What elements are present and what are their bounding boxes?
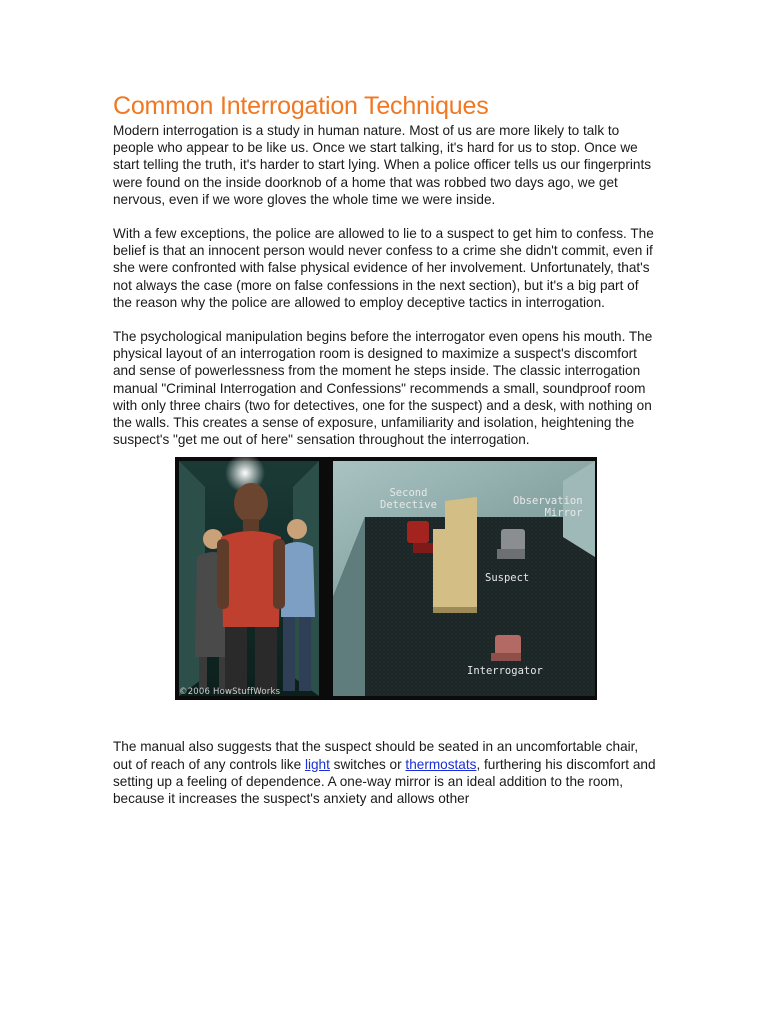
label-second-detective: Second Detective bbox=[380, 487, 437, 512]
light-link[interactable]: light bbox=[304, 756, 330, 772]
thermostats-link[interactable]: thermostats bbox=[405, 756, 477, 772]
paragraph-4-text-c: , furthering his discomfort and setting up a feeling of dependence. A one-way mirror is an ideal addition to the room, because it increases the suspect's anxiety and allows other bbox=[113, 756, 656, 807]
paragraph-2: With a few exceptions, the police are allowed to lie to a suspect to get him to confess. The belief is that an innocent person would never confess to a crime she didn't commit, even if she were confronted with false physical evidence of her involvement. Unfortunately, that's not always the case (more on false confessions in the next section), but it's a big part of the reason why the police are allowed to employ deceptive tactics in interrogation. bbox=[113, 226, 654, 310]
paragraph-4 bbox=[113, 738, 658, 807]
image-copyright: ©2006 HowStuffWorks bbox=[179, 687, 281, 698]
interrogation-room-illustration bbox=[175, 457, 597, 700]
label-observation-mirror: Observation Mirror bbox=[513, 495, 583, 520]
paragraph-3: The psychological manipulation begins before the interrogator even opens his mouth. The physical layout of an interrogation room is designed to maximize a suspect's discomfort and sense of powerlessness from the moment he steps inside. The classic interrogation manual "Criminal Interrogation and Confessions" recommends a small, soundproof room with only three chairs (two for detectives, one for the suspect) and a desk, with nothing on the walls. This creates a sense of exposure, unfamiliarity and isolation, heightening the suspect's "get me out of here" sensation throughout the interrogation. bbox=[113, 329, 653, 448]
interrogator-chair bbox=[491, 635, 521, 661]
label-interrogator: Interrogator bbox=[467, 665, 543, 678]
paragraph-4-text-a: The manual also suggests that the suspect should be seated in an uncomfortable chair, out of reach of any controls like bbox=[113, 739, 639, 772]
paragraph-4-text-b: switches or bbox=[329, 756, 406, 772]
paragraph-1: Modern interrogation is a study in human nature. Most of us are more likely to talk to people who appear to be like us. Once we start talking, it's hard for us to stop. Once we start telling the truth, it's harder to start lying. When a police officer tells us our fingerprints were found on the inside doorknob of a home that was robbed two days ago, we get nervous, even if we wore gloves the whole time we were inside. bbox=[113, 123, 652, 207]
suspect-chair bbox=[497, 529, 525, 559]
article-title: Common Interrogation Techniques bbox=[113, 92, 489, 120]
label-suspect: Suspect bbox=[485, 572, 530, 585]
article bbox=[113, 90, 658, 824]
